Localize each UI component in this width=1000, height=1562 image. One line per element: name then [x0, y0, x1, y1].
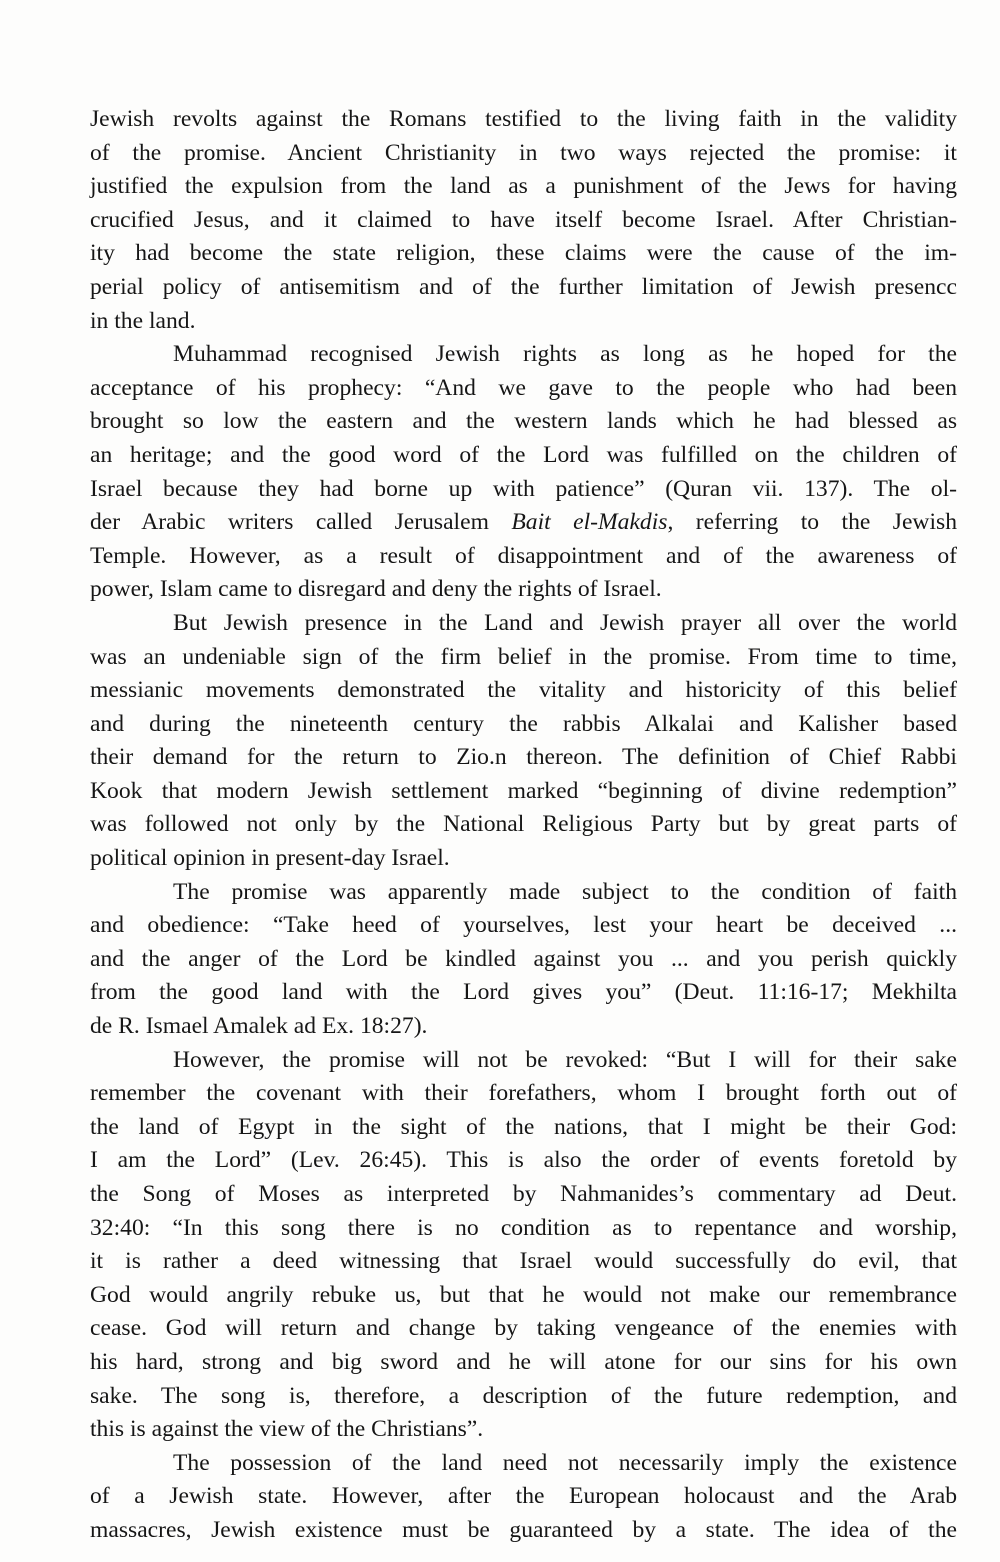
italic-term: Bait el-Makdis: [511, 509, 668, 536]
paragraph: [90, 876, 957, 1044]
text-line: was an undeniable sign of the firm belief in the promise. From time to time,: [90, 643, 957, 670]
text-line: and obedience: “Take heed of yourselves, lest your heart be deceived ...: [90, 912, 957, 939]
text-line: Jewish revolts against the Romans testified to the living faith in the validity: [90, 106, 957, 132]
text-line: of the promise. Ancient Christianity in two ways rejected the promise: it: [90, 139, 957, 166]
paragraph: [90, 1044, 957, 1447]
text-line: cease. God will return and change by taking vengeance of the enemies with: [90, 1315, 957, 1342]
text-line: from the good land with the Lord gives you” (Deut. 11:16-17; Mekhilta: [90, 979, 957, 1006]
text-line: this is against the view of the Christians”.: [90, 1416, 484, 1443]
text-line: der Arabic writers called Jerusalem Bait el-Makdis, referring to the Jewish: [90, 509, 957, 536]
text-line: crucified Jesus, and it claimed to have itself become Israel. After Christian-: [90, 206, 957, 233]
text-line: massacres, Jewish existence must be guaranteed by a state. The idea of the: [90, 1516, 957, 1543]
text-line: Temple. However, as a result of disappointment and of the awareness of: [90, 542, 957, 569]
text-line: God would angrily rebuke us, but that he would not make our remembrance: [90, 1281, 957, 1308]
text-line: and the anger of the Lord be kindled against you ... and you perish quickly: [90, 945, 957, 972]
text-line: However, the promise will not be revoked: “But I will for their sake: [173, 1046, 957, 1073]
text-line: But Jewish presence in the Land and Jewish prayer all over the world: [173, 609, 957, 636]
text-line: justified the expulsion from the land as a punishment of the Jews for having: [90, 173, 957, 200]
text-line: an heritage; and the good word of the Lord was fulfilled on the children of: [90, 441, 957, 468]
text-line: sake. The song is, therefore, a description of the future redemption, and: [90, 1382, 957, 1409]
text-line: their demand for the return to Zio.n thereon. The definition of Chief Rabbi: [90, 744, 957, 771]
text-line: messianic movements demonstrated the vitality and historicity of this belief: [90, 677, 957, 704]
text-line: acceptance of his prophecy: “And we gave to the people who had been: [90, 374, 957, 401]
paragraph: [90, 607, 957, 876]
text-line: it is rather a deed witnessing that Israel would successfully do evil, that: [90, 1248, 957, 1275]
text-line: was followed not only by the National Religious Party but by great parts of: [90, 811, 957, 838]
text-line: brought so low the eastern and the western lands which he had blessed as: [90, 408, 957, 435]
text-line: Israel because they had borne up with patience” (Quran vii. 137). The ol-: [90, 475, 957, 502]
paragraph: [90, 103, 957, 338]
text-line: remember the covenant with their forefathers, whom I brought forth out of: [90, 1080, 957, 1107]
text-line: The possession of the land need not necessarily imply the existence: [173, 1449, 957, 1476]
text-line: I am the Lord” (Lev. 26:45). This is also the order of events foretold by: [90, 1147, 957, 1174]
paragraph: [90, 1447, 957, 1548]
text-line: the Song of Moses as interpreted by Nahmanides’s commentary ad Deut.: [90, 1181, 957, 1207]
text-line: de R. Ismael Amalek ad Ex. 18:27).: [90, 1013, 428, 1040]
text-line: 32:40: “In this song there is no condition as to repentance and worship,: [90, 1214, 957, 1241]
paragraph: [90, 338, 957, 607]
text-line: The promise was apparently made subject to the condition of faith: [173, 878, 957, 905]
text-line: power, Islam came to disregard and deny the rights of Israel.: [90, 576, 662, 603]
text-line: political opinion in present-day Israel.: [90, 845, 450, 872]
text-line: the land of Egypt in the sight of the nations, that I might be their God:: [90, 1113, 957, 1140]
text-line: his hard, strong and big sword and he will atone for our sins for his own: [90, 1348, 957, 1375]
text-line: Kook that modern Jewish settlement marked “beginning of divine redemption”: [90, 777, 957, 804]
text-line: and during the nineteenth century the rabbis Alkalai and Kalisher based: [90, 710, 957, 737]
body-text: [90, 103, 957, 1548]
text-line: in the land.: [90, 307, 196, 334]
text-line: of a Jewish state. However, after the European holocaust and the Arab: [90, 1483, 957, 1510]
text-line: Muhammad recognised Jewish rights as long as he hoped for the: [173, 341, 957, 368]
text-line: perial policy of antisemitism and of the further limitation of Jewish presencc: [90, 273, 957, 300]
text-line: ity had become the state religion, these claims were the cause of the im-: [90, 240, 957, 267]
